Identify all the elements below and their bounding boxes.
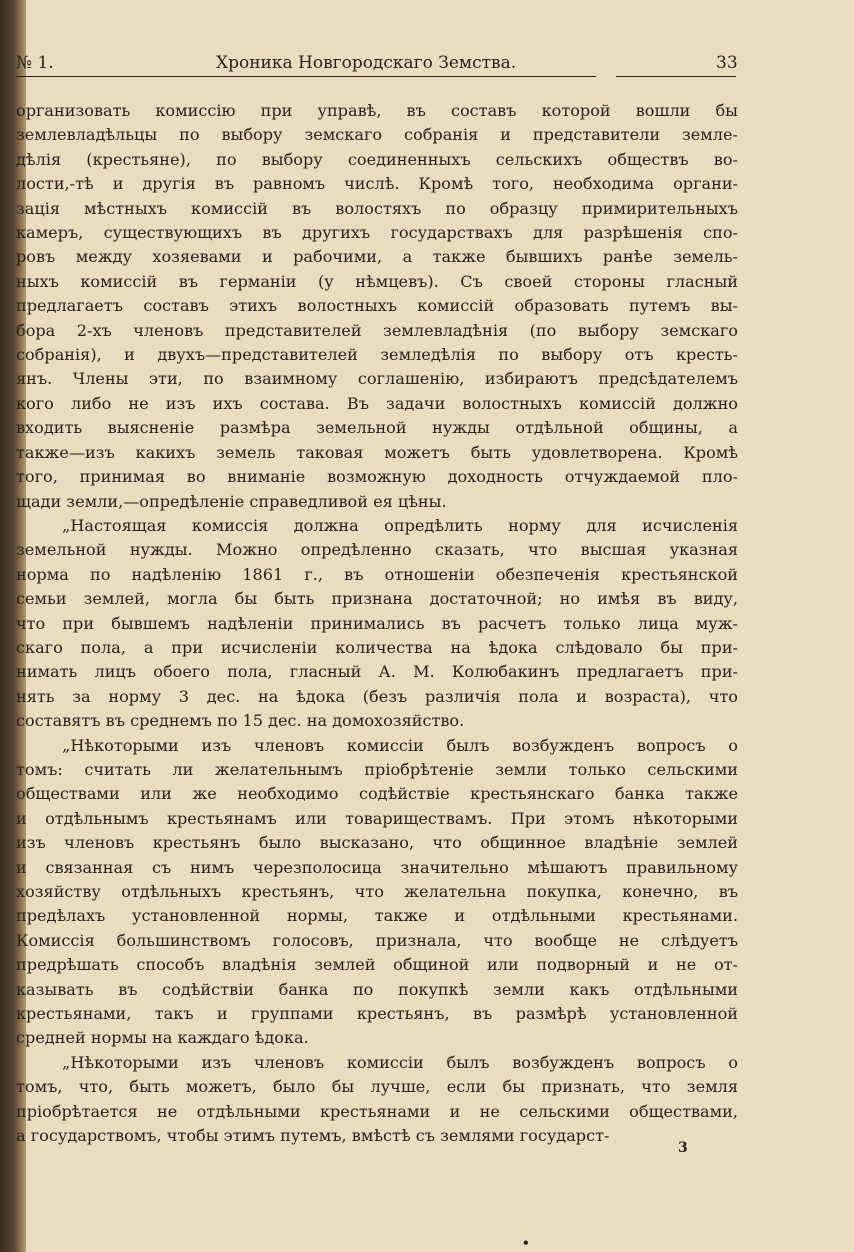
text-line: земельной нужды. Можно опредѣленно сказать, что высшая указная [16,540,738,560]
text-line: пріобрѣтается не отдѣльными крестьянами и не сельскими обществами, [16,1101,738,1121]
text-line: дѣлія (крестьяне), по выбору соединенныхъ сельскихъ обществъ во- [16,149,738,169]
text-line: средней нормы на каждаго ѣдока. [16,1028,309,1048]
text-line: а государствомъ, чтобы этимъ путемъ, вмѣстѣ съ землями государст- [16,1126,610,1146]
body-text [16,99,738,1148]
text-line: томъ: считать ли желательнымъ пріобрѣтеніе земли только сельскими [16,759,738,779]
text-line: также—изъ какихъ земель таковая можетъ быть удовлетворена. Кромѣ [16,442,738,462]
text-line: что при бывшемъ надѣленіи принимались въ расчетъ только лица муж- [16,613,738,633]
text-line: казывать въ содѣйствіи банка по покупкѣ земли какъ отдѣльными [16,979,738,999]
print-dot: • [522,1236,530,1250]
text-line: и отдѣльнымъ крестьянамъ или товариществамъ. При этомъ нѣкоторыми [16,808,738,828]
text-line: изъ членовъ крестьянъ было высказано, что общинное владѣніе землей [16,833,738,853]
text-line: собранія), и двухъ—представителей земледѣлія по выбору отъ кресть- [16,345,738,365]
text-line: „Настоящая комиссія должна опредѣлить норму для исчисленія [62,515,738,535]
text-line: землевладѣльцы по выбору земскаго собранія и представители земле- [16,125,738,145]
text-line: камеръ, существующихъ въ другихъ государствахъ для разрѣшенія спо- [16,223,738,243]
text-line: томъ, что, быть можетъ, было бы лучше, если бы признать, что земля [16,1077,738,1097]
text-line: ровъ между хозяевами и рабочими, а также бывшихъ ранѣе земель- [16,247,738,267]
text-line: зація мѣстныхъ комиссій въ волостяхъ по образцу примирительныхъ [16,198,738,218]
text-line: семьи землей, могла бы быть признана достаточной; но имѣя въ виду, [16,589,738,609]
text-line: скаго пола, а при исчисленіи количества на ѣдока слѣдовало бы при- [16,637,738,657]
text-line: лости,-тѣ и другія въ равномъ числѣ. Кромѣ того, необходима органи- [16,174,738,194]
text-line: крестьянами, такъ и группами крестьянъ, въ размѣрѣ установленной [16,1004,738,1024]
text-line: и связанная съ нимъ черезполосица значительно мѣшаютъ правильному [16,857,738,877]
text-line: норма по надѣленію 1861 г., въ отношеніи обезпеченія крестьянской [16,564,738,584]
page-number: 33 [716,53,738,73]
text-line: щади земли,—опредѣленіе справедливой ея цѣны. [16,491,447,511]
text-line: обществами или же необходимо содѣйствіе крестьянскаго банка также [16,784,738,804]
text-line: „Нѣкоторыми изъ членовъ комиссіи былъ возбужденъ вопросъ о [62,735,738,755]
text-line: организовать комиссію при управѣ, въ составъ которой вошли бы [16,101,738,120]
text-line: входить выясненіе размѣра земельной нужды отдѣльной общины, а [16,418,738,438]
header-rule [16,76,596,77]
text-line: Комиссія большинствомъ голосовъ, признала, что вообще не слѣдуетъ [16,930,738,950]
text-line: бора 2-хъ членовъ представителей землевладѣнія (по выбору земскаго [16,320,738,340]
text-line: предѣлахъ установленной нормы, также и отдѣльными крестьянами. [16,906,738,926]
text-line: нять за норму 3 дес. на ѣдока (безъ различія пола и возраста), что [16,686,738,706]
text-line: нимать лицъ обоего пола, гласный А. М. Колюбакинъ предлагаетъ при- [16,662,738,682]
signature-mark: 3 [678,1140,688,1156]
issue-number: № 1. [16,53,54,73]
text-line: „Нѣкоторыми изъ членовъ комиссіи былъ возбужденъ вопросъ о [62,1052,738,1072]
text-line: хозяйству отдѣльныхъ крестьянъ, что желательна покупка, конечно, въ [16,882,738,901]
text-line: янъ. Члены эти, по взаимному соглашенію, избираютъ предсѣдателемъ [16,369,738,389]
text-line: предлагаетъ составъ этихъ волостныхъ комиссій образовать путемъ вы- [16,296,738,316]
text-line: кого либо не изъ ихъ состава. Въ задачи волостныхъ комиссій должно [16,393,738,413]
text-line: ныхъ комиссій въ германіи (у нѣмцевъ). Съ своей стороны гласный [16,271,738,291]
running-header [16,50,736,76]
journal-title: Хроника Новгородскаго Земства. [216,53,517,73]
header-rule-right [616,76,736,77]
text-line: предрѣшать способъ владѣнія землей общиной или подворный и не от- [16,955,738,975]
text-line: составятъ въ среднемъ по 15 дес. на домохозяйство. [16,711,465,731]
text-line: того, принимая во вниманіе возможную доходность отчуждаемой пло- [16,467,738,487]
